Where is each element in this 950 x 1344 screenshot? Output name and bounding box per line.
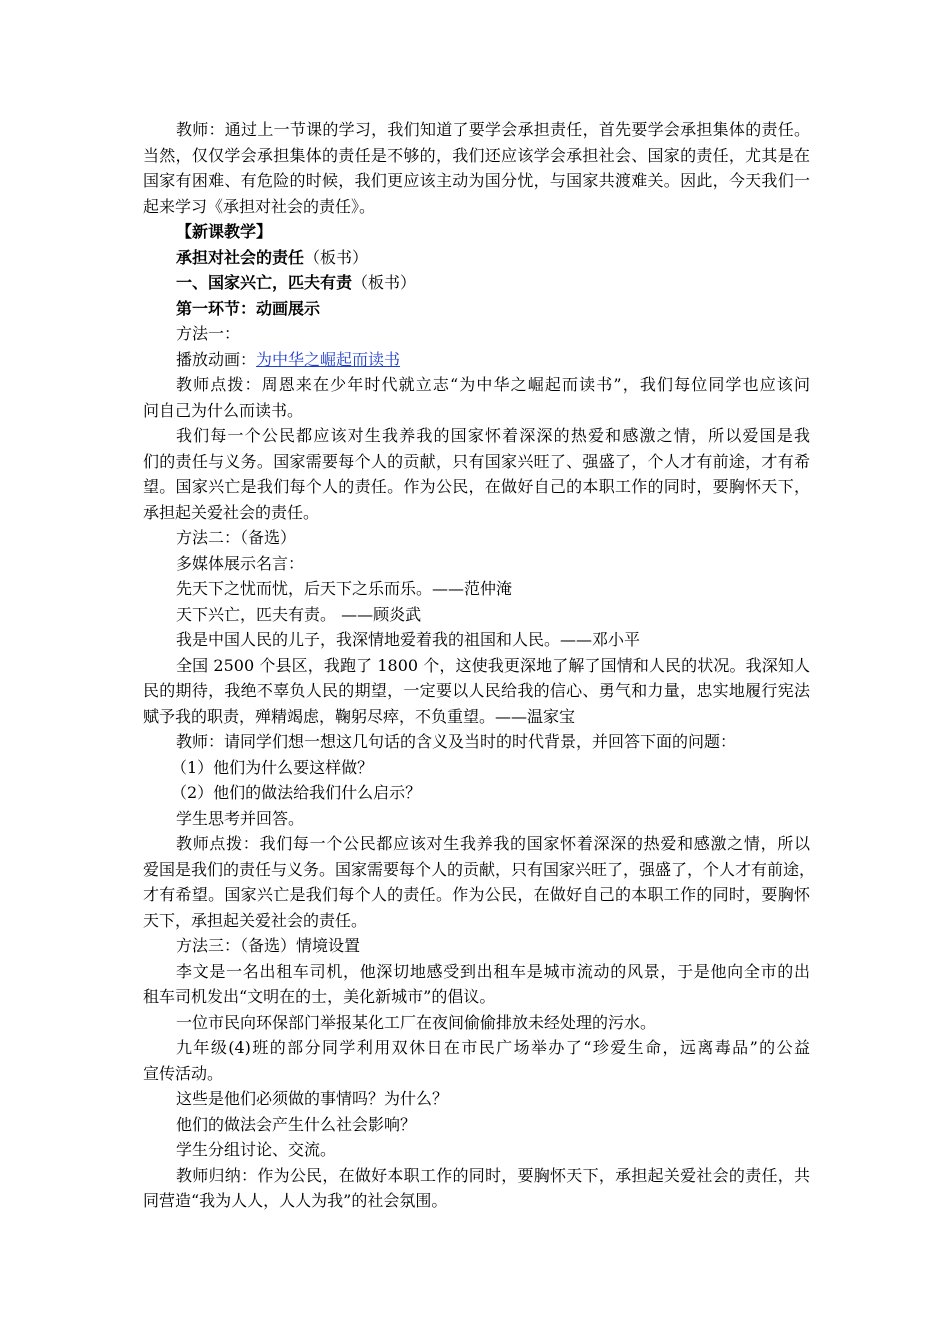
teacher-summary-line: 同营造“我为人人，人人为我”的社会氛围。	[143, 1191, 448, 1210]
paragraph-line: 我们每一个公民都应该对生我养我的国家怀着深深的热爱和感激之情，所以爱国是我	[176, 426, 810, 445]
quote-deng-xiaoping: 我是中国人民的儿子，我深情地爱着我的祖国和人民。——邓小平	[176, 630, 641, 649]
play-animation-line	[143, 347, 810, 373]
teacher-point-line: 才有希望。国家兴亡是我们每个人的责任。作为公民，在做好自己的本职工作的同时，要胸怀	[143, 885, 810, 904]
animation-link[interactable]: 为中华之崛起而读书	[256, 349, 401, 369]
method-1-label: 方法一：	[176, 324, 241, 343]
topic-note: （板书）	[304, 247, 369, 267]
question-2: （2）他们的做法给我们什么启示？	[171, 783, 422, 802]
heading-1-note: （板书）	[352, 273, 417, 292]
group-discussion: 学生分组讨论、交流。	[176, 1140, 337, 1159]
scenario-3-line: 宣传活动。	[143, 1063, 224, 1083]
student-answer: 学生思考并回答。	[176, 808, 305, 828]
teacher-point-line: 问自己为什么而读书。	[143, 400, 304, 420]
topic-title: 承担对社会的责任	[176, 247, 305, 267]
question-1: （1）他们为什么要这样做？	[171, 757, 374, 777]
scenario-2: 一位市民向环保部门举报某化工厂在夜间偷偷排放未经处理的污水。	[176, 1012, 657, 1032]
teacher-point-line: 爱国是我们的责任与义务。国家需要每个人的贡献，只有国家兴旺了，强盛了，个人才有前途，	[143, 859, 816, 879]
scenario-3-line: 九年级(4)班的部分同学利用双休日在市民广场举办了“珍爱生命，远离毒品”的公益	[176, 1038, 810, 1057]
paragraph-line: 们的责任与义务。国家需要每个人的贡献，只有国家兴旺了、强盛了，个人才有前途，才有希	[143, 451, 810, 471]
teacher-summary-line: 教师归纳：作为公民，在做好本职工作的同时，要胸怀天下，承担起关爱社会的责任，共	[176, 1165, 810, 1185]
heading-1-title: 一、国家兴亡，匹夫有责	[176, 273, 353, 292]
teacher-point-line: 教师点拨：我们每一个公民都应该对生我养我的国家怀着深深的热爱和感激之情，所以	[176, 834, 810, 853]
quote-gu-yanwu: 天下兴亡，匹夫有责。 ——顾炎武	[176, 604, 422, 624]
section-title: 【新课教学】	[176, 222, 273, 241]
teacher-point-line: 天下，承担起关爱社会的责任。	[143, 910, 368, 930]
document-body	[143, 117, 816, 1214]
quote-wen-jiabao-line: 赋予我的职责，殚精竭虑，鞠躬尽瘁，不负重望。——温家宝	[143, 706, 576, 726]
multimedia-line: 多媒体展示名言：	[176, 553, 305, 573]
intro-line: 起来学习《承担对社会的责任》。	[143, 196, 376, 216]
intro-line: 教师：通过上一节课的学习，我们知道了要学会承担责任，首先要学会承担集体的责任。	[176, 120, 810, 139]
scenario-question-1: 这些是他们必须做的事情吗？为什么？	[176, 1089, 449, 1108]
paragraph-line: 承担起关爱社会的责任。	[143, 502, 320, 522]
intro-line: 当然，仅仅学会承担集体的责任是不够的，我们还应该学会承担社会、国家的责任，尤其是在	[143, 145, 810, 165]
topic-heading	[143, 245, 810, 271]
heading-1	[143, 270, 810, 296]
quote-wen-jiabao-line: 全国 2500 个县区，我跑了 1800 个，这使我更深地了解了国情和人民的状况。我深知人	[176, 655, 810, 675]
paragraph-line: 望。国家兴亡是我们每个人的责任。作为公民，在做好自己的本职工作的同时，要胸怀天下，	[143, 477, 810, 496]
quote-fan-zhongyan: 先天下之忧而忧，后天下之乐而乐。——范仲淹	[176, 579, 513, 598]
scenario-question-2: 他们的做法会产生什么社会影响？	[176, 1114, 417, 1134]
play-prefix: 播放动画：	[176, 349, 257, 369]
intro-line: 国家有困难、有危险的时候，我们更应该主动为国分忧，与国家共渡难关。因此，今天我们一	[143, 171, 810, 190]
method-2-label: 方法二：（备选）	[176, 528, 297, 547]
stage-1-heading: 第一环节：动画展示	[176, 298, 321, 318]
scenario-1-line: 租车司机发出“文明在的士，美化新城市”的倡议。	[143, 987, 496, 1006]
scenario-1-line: 李文是一名出租车司机，他深切地感受到出租车是城市流动的风景，于是他向全市的出	[176, 961, 810, 981]
quote-wen-jiabao-line: 民的期待，我绝不辜负人民的期望，一定要以人民给我的信心、勇气和力量，忠实地履行宪法	[143, 681, 810, 700]
teacher-point-line: 教师点拨：周恩来在少年时代就立志“为中华之崛起而读书”，我们每位同学也应该问	[176, 375, 810, 394]
teacher-question: 教师：请同学们想一想这几句话的含义及当时的时代背景，并回答下面的问题：	[176, 732, 737, 751]
method-3-label: 方法三：（备选）情境设置	[176, 936, 361, 955]
